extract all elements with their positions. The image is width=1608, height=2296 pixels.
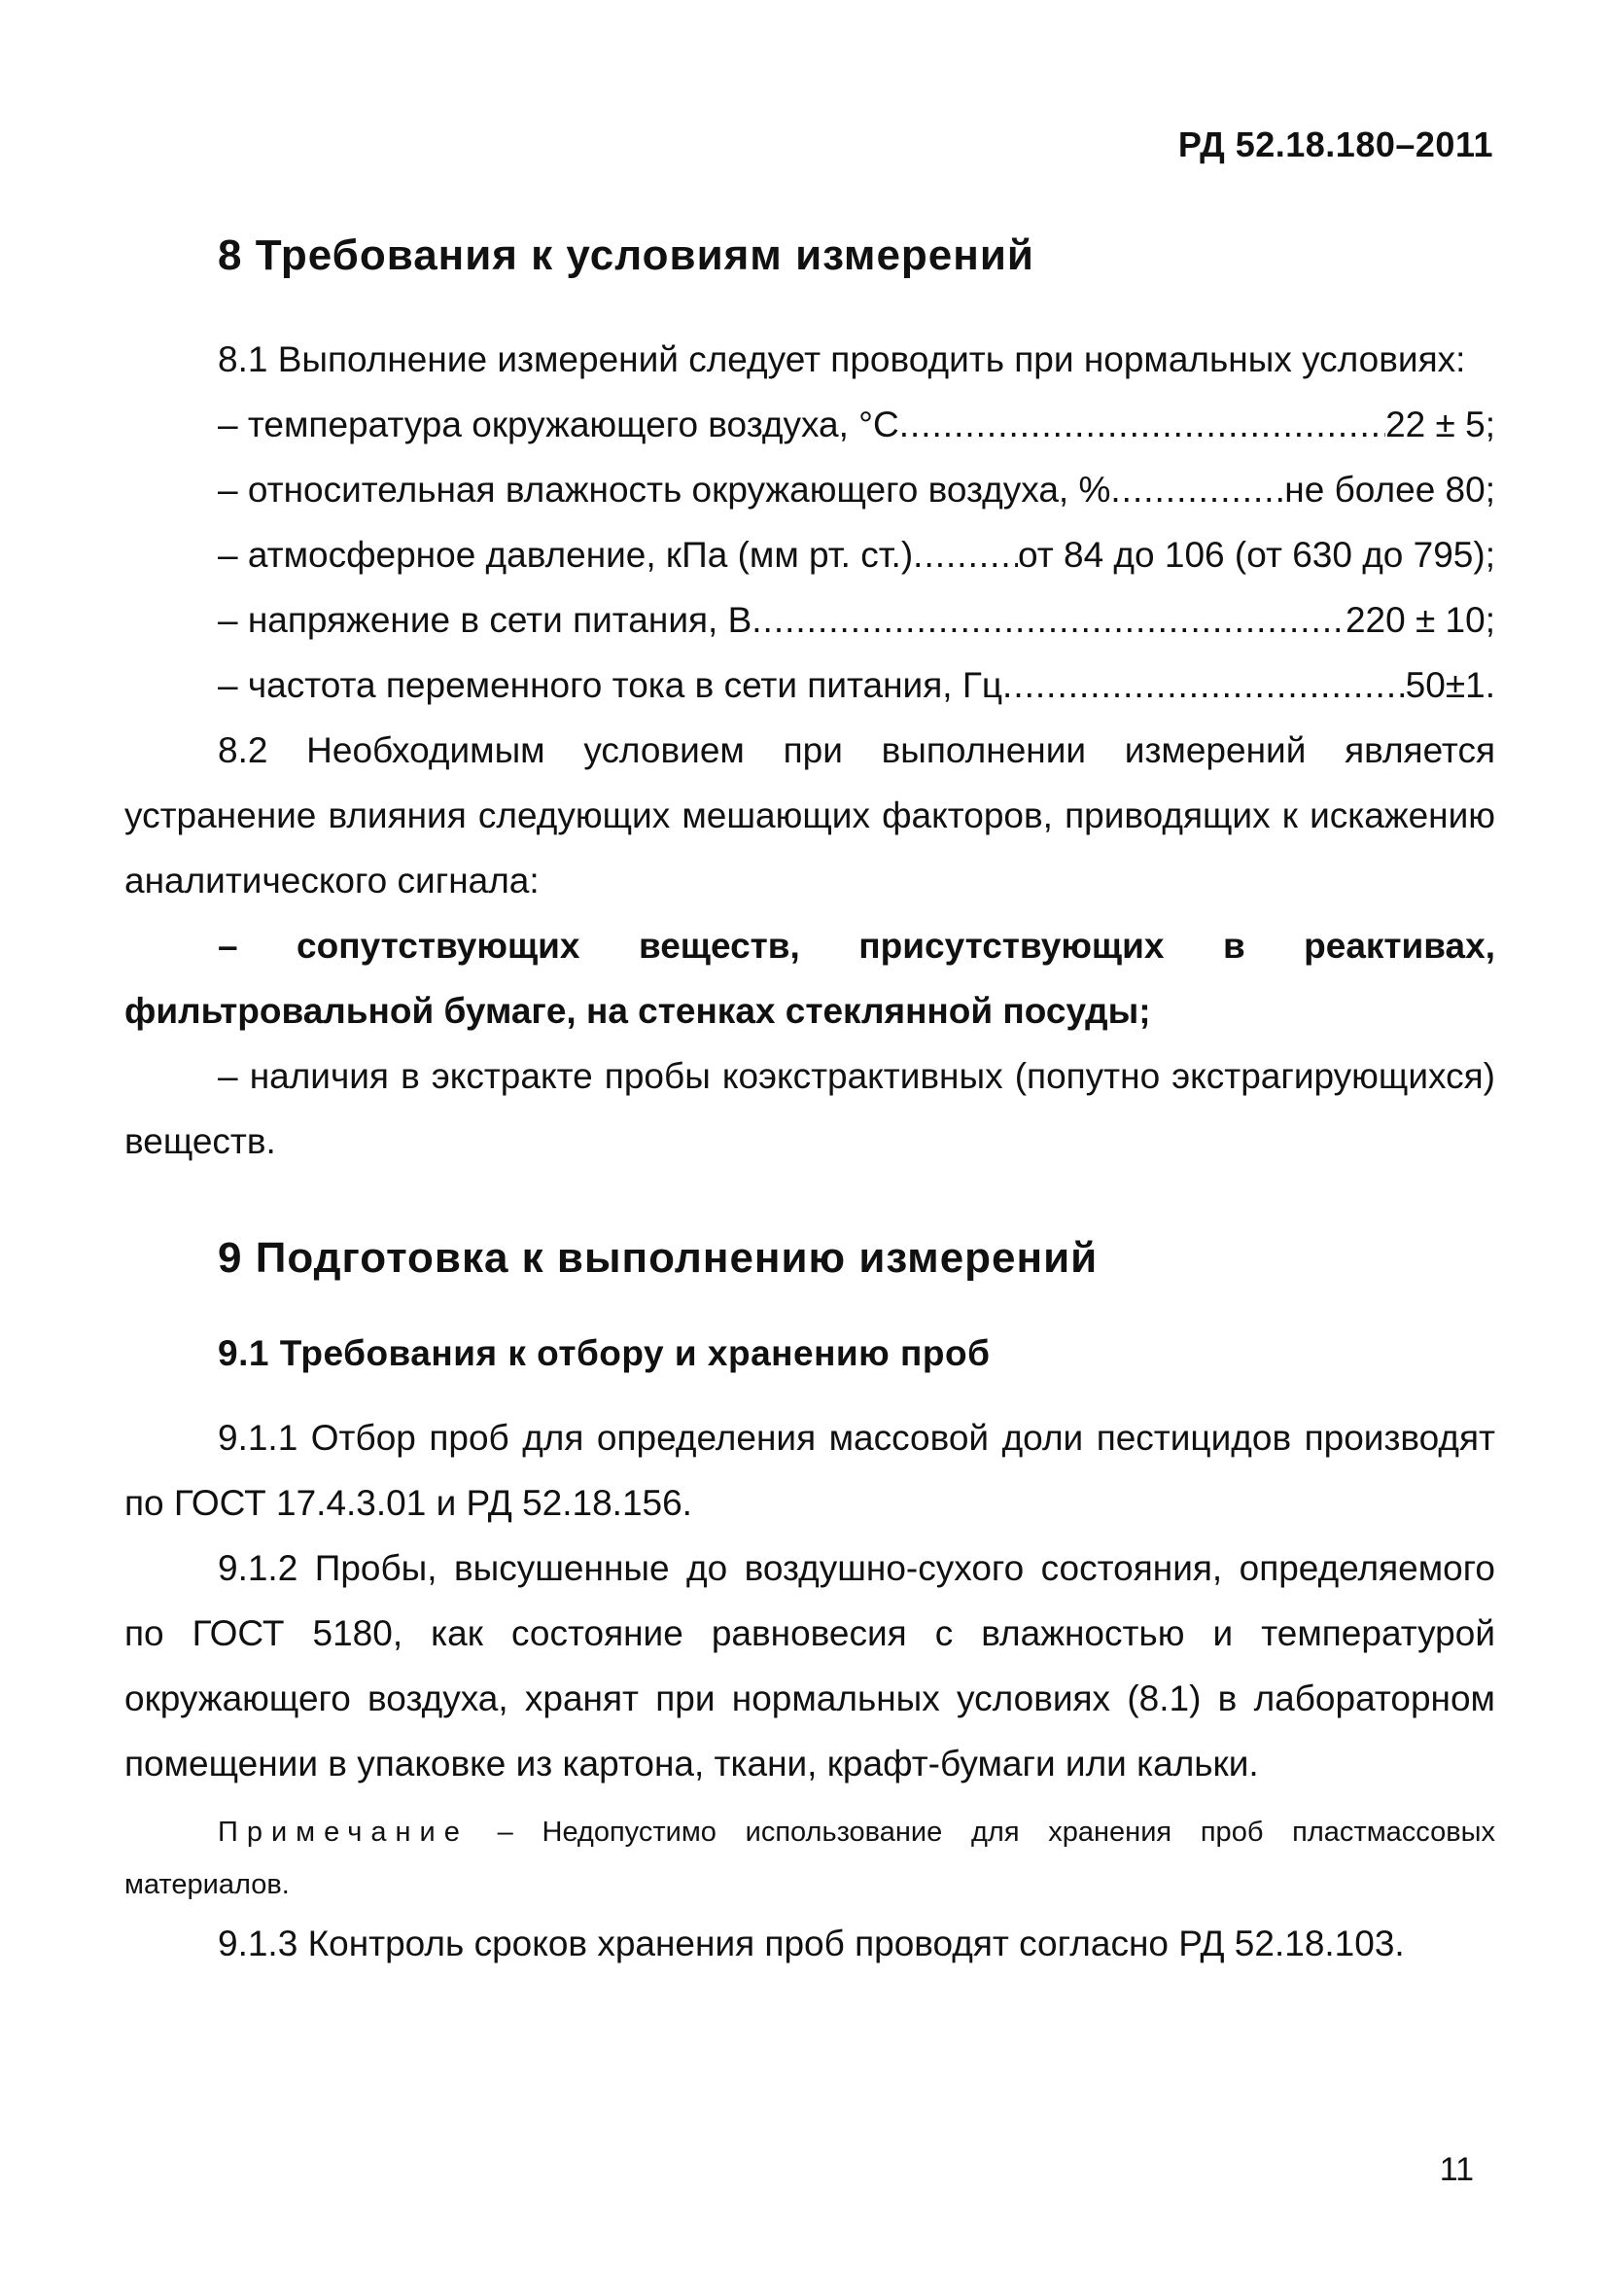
paragraph-8-2: 8.2 Необходимым условием при выполнении измерений является устранение влияния следующих мешающих факторов, приводящих к искажению аналитического сигнала: [124,730,1495,901]
paragraph-9-1-3: 9.1.3 Контроль сроков хранения проб проводят согласно РД 52.18.103. [218,1924,1405,1963]
condition-value: 220 ± 10; [1345,600,1495,640]
condition-label: – относительная влажность окружающего воздуха, % [218,470,1111,510]
condition-label: – напряжение в сети питания, В [218,600,752,640]
note-label: Примечание [218,1817,469,1848]
paragraph-9-1-1: 9.1.1 Отбор проб для определения массовой доли пестицидов производят по ГОСТ 17.4.3.01 и РД 52.18.156. [124,1418,1495,1523]
document-code: РД 52.18.180–2011 [1177,124,1493,164]
note-text: – Недопустимо использование для хранения проб пластмассовых материалов. [124,1817,1495,1900]
leader-dots [752,587,1346,653]
paragraph-9-1-2: 9.1.2 Пробы, высушенные до воздушно-сухого состояния, определяемого по ГОСТ 5180, как состояние равновесия с влажностью и температурой окружающего воздуха, хранят при нормальных условиях (8.1) в лабораторном помещении в упаковке из картона, ткани, крафт-бумаги или кальки. [124,1548,1495,1784]
condition-label: – атмосферное давление, кПа (мм рт. ст.) [218,535,914,575]
condition-voltage [218,587,1495,653]
condition-value: от 84 до 106 (от 630 до 795); [1018,535,1495,575]
factor-coextractive-substances: – наличия в экстракте пробы коэкстрактивных (попутно экстрагирующихся) веществ. [124,1056,1495,1161]
page-content [124,231,1495,1976]
leader-dots [1002,653,1406,718]
subsection-9-1-title: 9.1 Требования к отбору и хранению проб [218,1333,991,1373]
leader-dots [899,392,1385,457]
section-8-title: 8 Требования к условиям измерений [218,231,1034,279]
condition-frequency [218,653,1495,718]
note [124,1806,1495,1911]
condition-label: – температура окружающего воздуха, °С [218,405,899,444]
condition-temperature [218,392,1495,457]
condition-pressure [218,522,1495,587]
condition-humidity [218,457,1495,522]
leader-dots [1110,457,1284,522]
condition-value: не более 80; [1284,470,1495,510]
condition-value: 22 ± 5; [1385,405,1495,444]
paragraph-8-1: 8.1 Выполнение измерений следует проводить при нормальных условиях: [218,339,1466,379]
page-number: 11 [1439,2151,1474,2188]
factor-accompanying-substances: – сопутствующих веществ, присутствующих в реактивах, фильтровальной бумаге, на стенках стеклянной посуды; [124,926,1495,1031]
leader-dots [913,522,1018,587]
section-9-title: 9 Подготовка к выполнению измерений [218,1234,1099,1282]
condition-label: – частота переменного тока в сети питания, Гц [218,665,1003,705]
condition-value: 50±1. [1405,665,1495,705]
